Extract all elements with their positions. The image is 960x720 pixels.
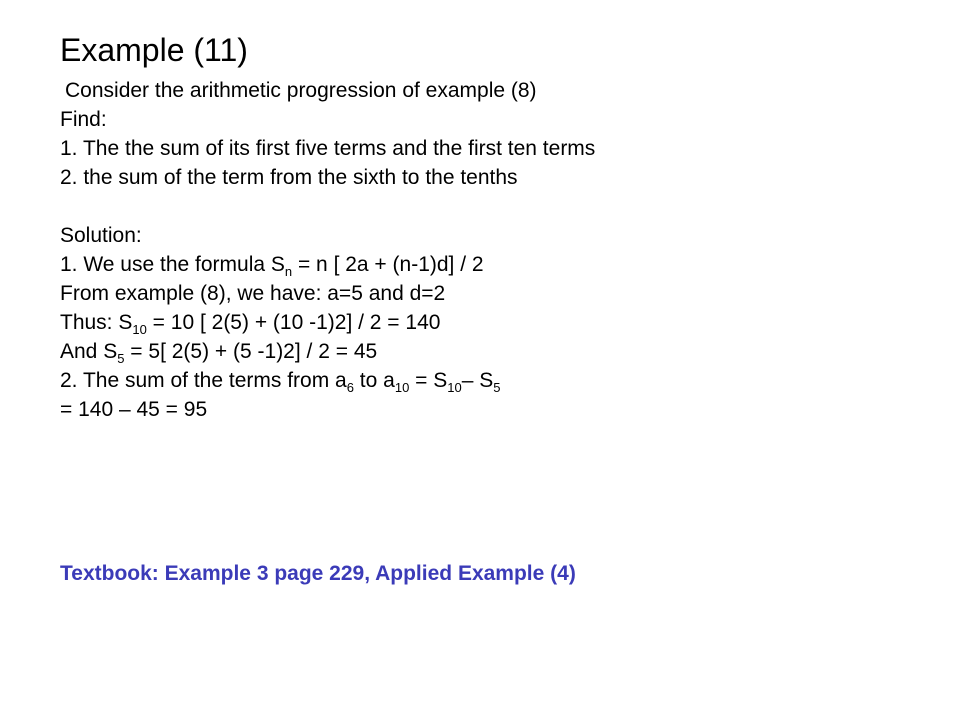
s10-expression: = 10 [ 2(5) + (10 -1)2] / 2 = 140 xyxy=(146,311,441,334)
a10-subscript: 10 xyxy=(394,380,410,395)
s10-text: Thus: S xyxy=(60,311,133,334)
s10-subscript: 10 xyxy=(132,322,147,337)
slide-title: Example (11) xyxy=(60,32,248,68)
difference-text-b: to a xyxy=(353,369,395,392)
difference-text-c: = S xyxy=(409,369,448,392)
s10-line xyxy=(60,308,595,337)
find-label: Find: xyxy=(60,108,107,131)
slide-body xyxy=(60,76,595,424)
textbook-reference: Textbook: Example 3 page 229, Applied Example (4) xyxy=(60,562,576,585)
s5-line xyxy=(60,337,595,366)
s5-text: And S xyxy=(60,340,118,363)
question-1: 1. The the sum of its first five terms and the first ten terms xyxy=(60,137,596,160)
difference-text-a: 2. The sum of the terms from a xyxy=(60,369,347,392)
question-2: 2. the sum of the term from the sixth to the tenths xyxy=(60,166,518,189)
difference-line xyxy=(60,366,595,395)
s5-subscript-2: 5 xyxy=(493,380,501,395)
solution-formula-line xyxy=(60,250,595,279)
formula-text: 1. We use the formula S xyxy=(60,253,285,276)
solution-label: Solution: xyxy=(60,224,142,247)
formula-subscript: n xyxy=(284,264,293,279)
a6-subscript: 6 xyxy=(346,380,354,395)
s5-expression: = 5[ 2(5) + (5 -1)2] / 2 = 45 xyxy=(124,340,378,363)
formula-expression: = n [ 2a + (n-1)d] / 2 xyxy=(292,253,484,276)
result-line: = 140 – 45 = 95 xyxy=(60,398,208,421)
s10-subscript-2: 10 xyxy=(447,380,462,395)
problem-intro: Consider the arithmetic progression of example (8) xyxy=(65,79,537,102)
difference-text-d: – S xyxy=(461,369,494,392)
s5-subscript: 5 xyxy=(117,351,125,366)
blank-line xyxy=(60,192,595,221)
given-values-line: From example (8), we have: a=5 and d=2 xyxy=(60,282,446,305)
